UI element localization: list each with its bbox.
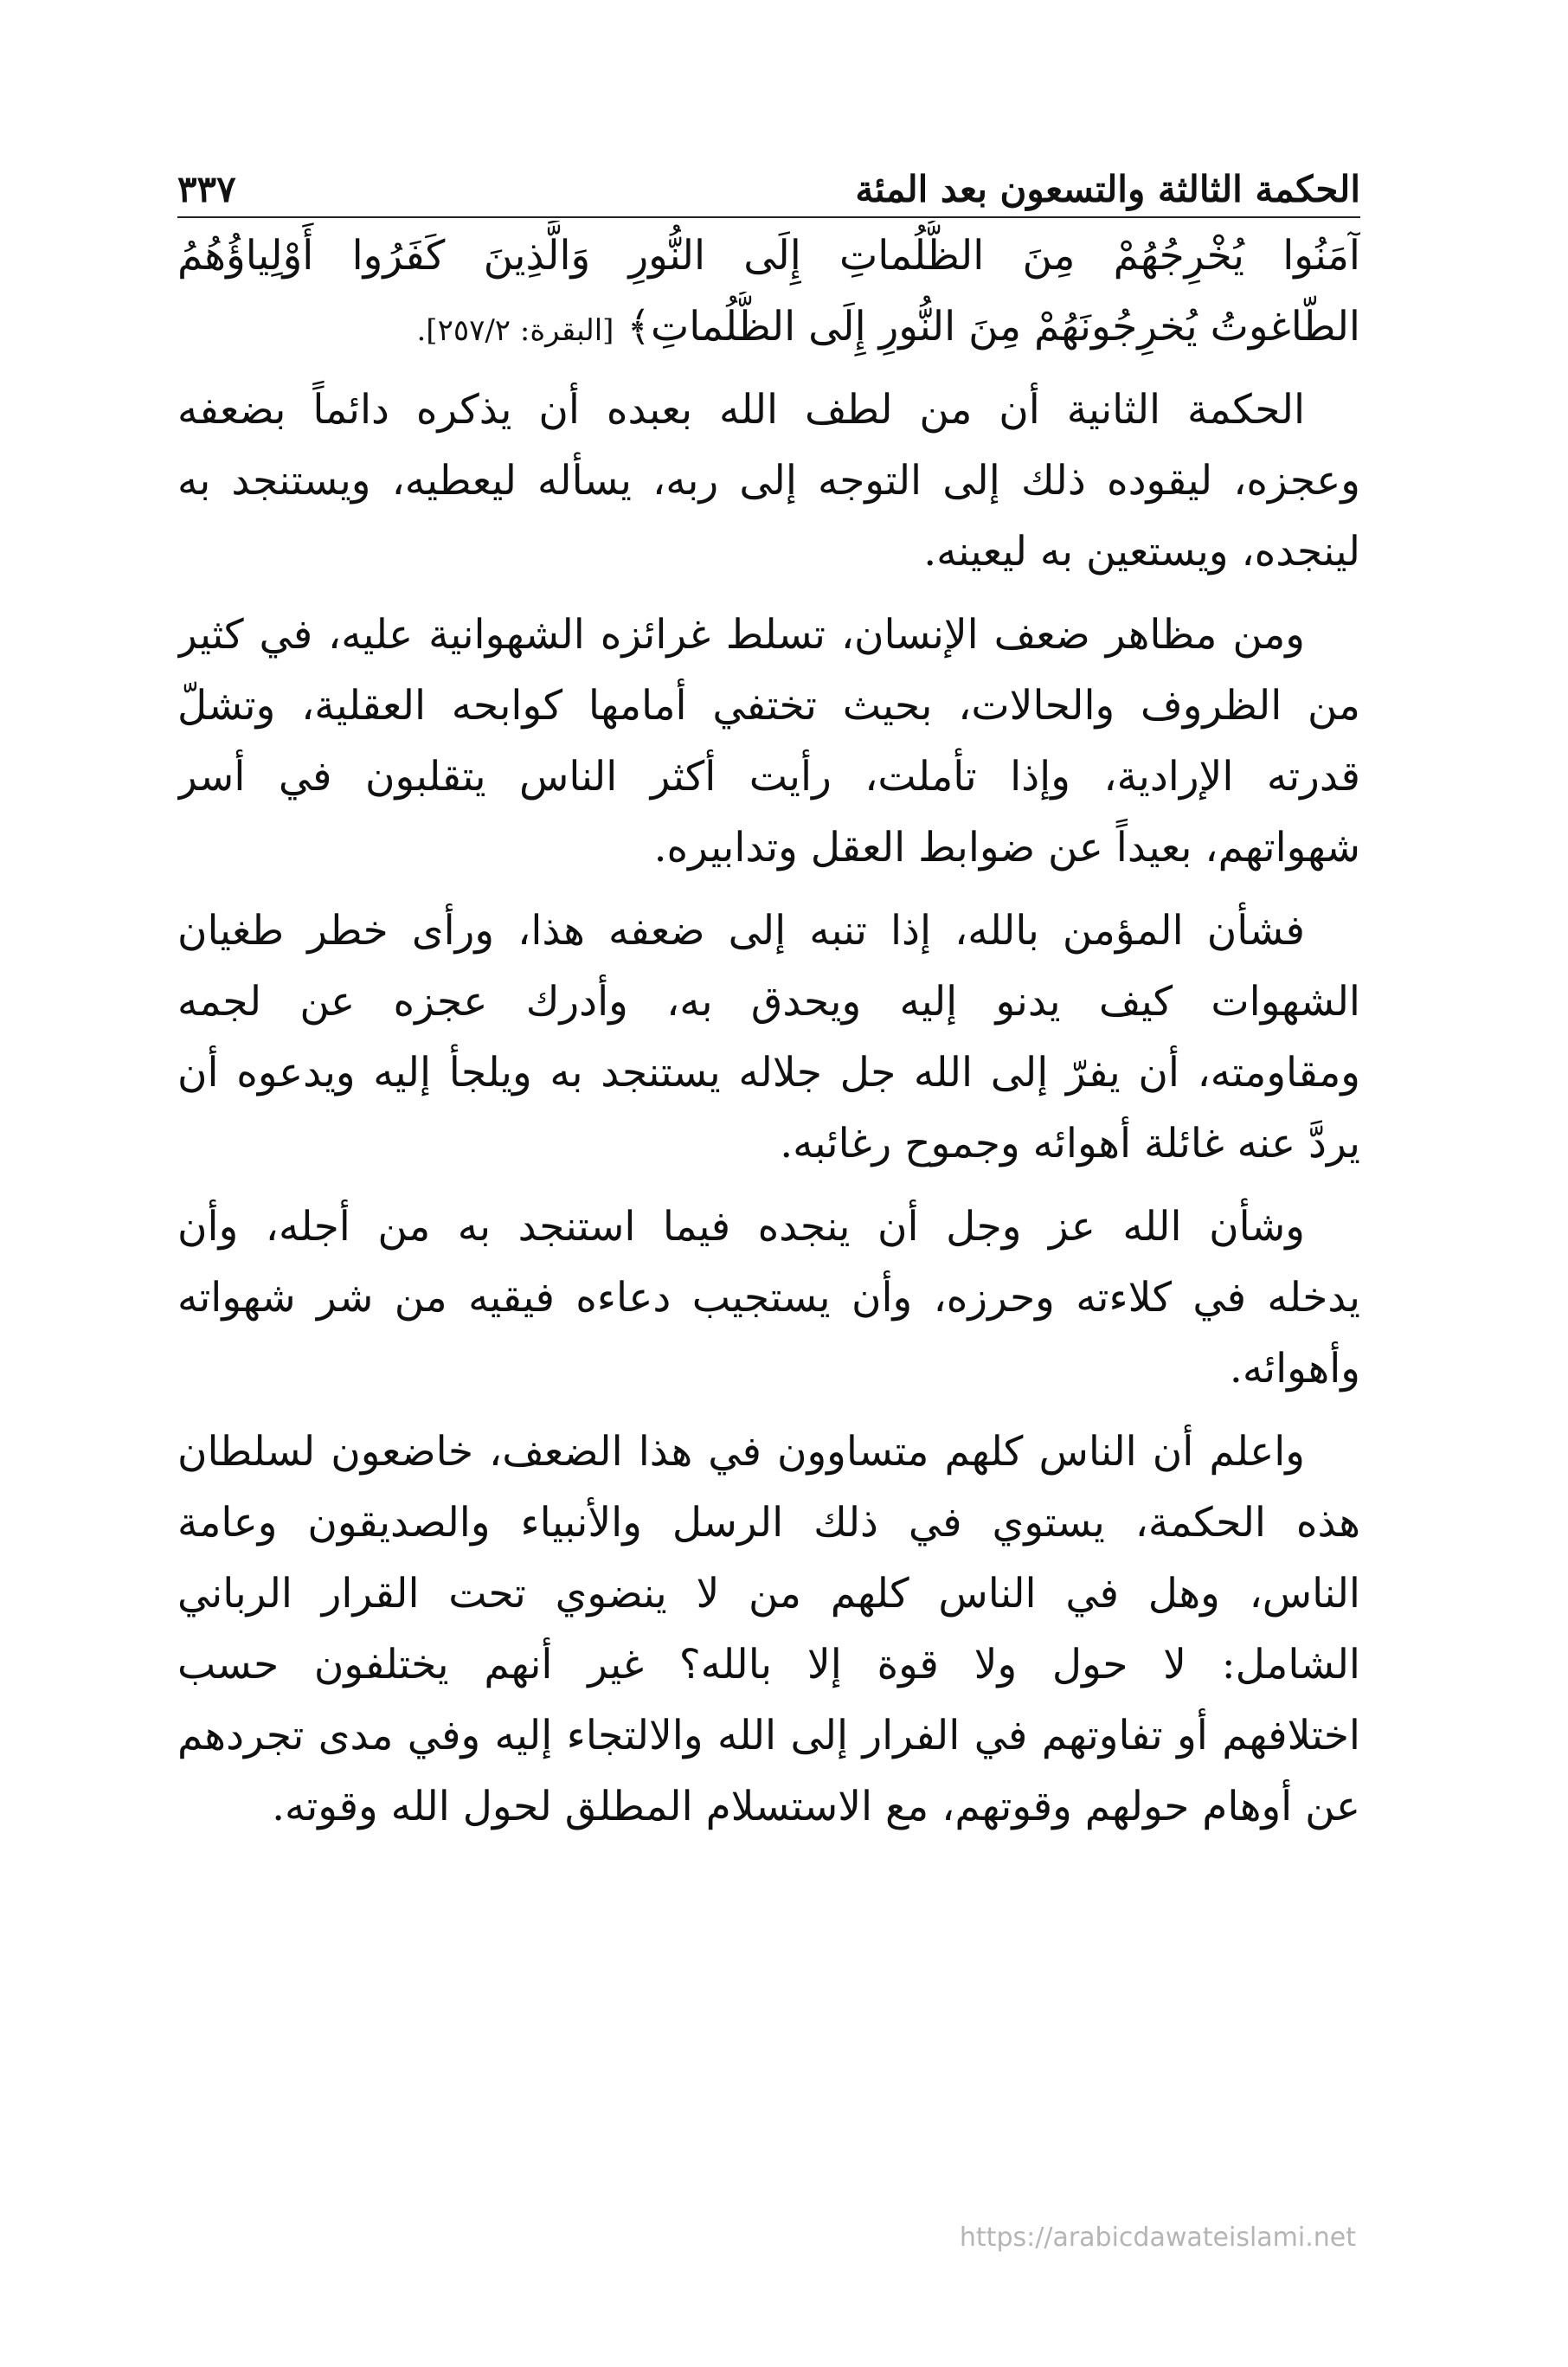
paragraph-3-line-3: ومقاومته، أن يفرّ إلى الله جل جلاله يستنجد به ويلجأ إليه ويدعوه أن <box>177 1049 1360 1097</box>
paragraph-2 <box>177 600 1360 884</box>
quote-reference: [البقرة: ٢٥٧/٢]. <box>416 313 614 348</box>
quote-line-2-text: الطّاغوتُ يُخرِجُونَهُمْ مِنَ النُّورِ إِلَى الظُّلُماتِ﴾ <box>627 303 1360 351</box>
paragraph-2-line-3: قدرته الإرادية، وإذا تأملت، رأيت أكثر الناس يتقلبون في أسر <box>177 753 1360 801</box>
paragraph-4 <box>177 1192 1360 1405</box>
paragraph-1-line-1: الحكمة الثانية أن من لطف الله بعبده أن يذكره دائماً بضعفه <box>177 386 1305 434</box>
paragraph-2-line-4: شهواتهم، بعيداً عن ضوابط العقل وتدابيره. <box>653 824 1360 872</box>
paragraph-5-line-3: الناس، وهل في الناس كلهم من لا ينضوي تحت القرار الرباني <box>177 1570 1360 1618</box>
paragraph-3-line-2: الشهوات كيف يدنو إليه ويحدق به، وأدرك عجزه عن لجمه <box>177 978 1360 1026</box>
quote-line-1: آمَنُوا يُخْرِجُهُمْ مِنَ الظُّلُماتِ إِلَى النُّورِ وَالَّذِينَ كَفَرُوا أَوْلِياؤُهُمُ <box>177 232 1360 280</box>
quote-line-2 <box>177 292 1360 363</box>
paragraph-4-line-2: يدخله في كلاءته وحرزه، وأن يستجيب دعاءه فيقيه من شر شهواته <box>177 1274 1360 1322</box>
paragraph-gap <box>177 1405 1360 1417</box>
paragraph-2-line-2: من الظروف والحالات، بحيث تختفي أمامها كوابحه العقلية، وتشلّ <box>177 682 1360 730</box>
page-number: ٣٣٧ <box>177 168 236 210</box>
paragraph-5 <box>177 1417 1360 1843</box>
paragraph-5-line-5: اختلافهم أو تفاوتهم في الفرار إلى الله والالتجاء إليه وفي مدى تجردهم <box>177 1712 1360 1759</box>
paragraph-1 <box>177 375 1360 588</box>
paragraph-5-line-4: الشامل: لا حول ولا قوة إلا بالله؟ غير أنهم يختلفون حسب <box>177 1641 1360 1688</box>
paragraph-3 <box>177 896 1360 1180</box>
paragraph-1-line-3: لينجده، ويستعين به ليعينه. <box>923 528 1360 576</box>
paragraph-5-line-6: عن أوهام حولهم وقوتهم، مع الاستسلام المطلق لحول الله وقوته. <box>272 1783 1360 1830</box>
page-header <box>177 145 1360 208</box>
page-body <box>177 221 1360 1843</box>
header-divider <box>177 216 1360 218</box>
paragraph-4-line-3: وأهوائه. <box>1229 1345 1360 1393</box>
paragraph-5-line-1: واعلم أن الناس كلهم متساوون في هذا الضعف، خاضعون لسلطان <box>177 1428 1305 1476</box>
paragraph-2-line-1: ومن مظاهر ضعف الإنسان، تسلط غرائزه الشهوانية عليه، في كثير <box>177 611 1305 659</box>
paragraph-3-line-1: فشأن المؤمن بالله، إذا تنبه إلى ضعفه هذا، ورأى خطر طغيان <box>177 907 1305 955</box>
paragraph-3-line-4: يردَّ عنه غائلة أهوائه وجموح رغائبه. <box>780 1120 1360 1167</box>
paragraph-gap <box>177 884 1360 896</box>
paragraph-5-line-2: هذه الحكمة، يستوي في ذلك الرسل والأنبياء والصديقون وعامة <box>177 1499 1360 1547</box>
watermark-url: https://arabicdawateislami.net <box>959 2222 1356 2253</box>
running-title: الحكمة الثالثة والتسعون بعد المئة <box>855 168 1360 210</box>
paragraph-gap <box>177 363 1360 375</box>
paragraph-gap <box>177 588 1360 600</box>
paragraph-gap <box>177 1180 1360 1192</box>
paragraph-1-line-2: وعجزه، ليقوده ذلك إلى التوجه إلى ربه، يسأله ليعطيه، ويستنجد به <box>177 457 1360 505</box>
quran-quote <box>177 221 1360 363</box>
paragraph-4-line-1: وشأن الله عز وجل أن ينجده فيما استنجد به من أجله، وأن <box>177 1203 1305 1251</box>
